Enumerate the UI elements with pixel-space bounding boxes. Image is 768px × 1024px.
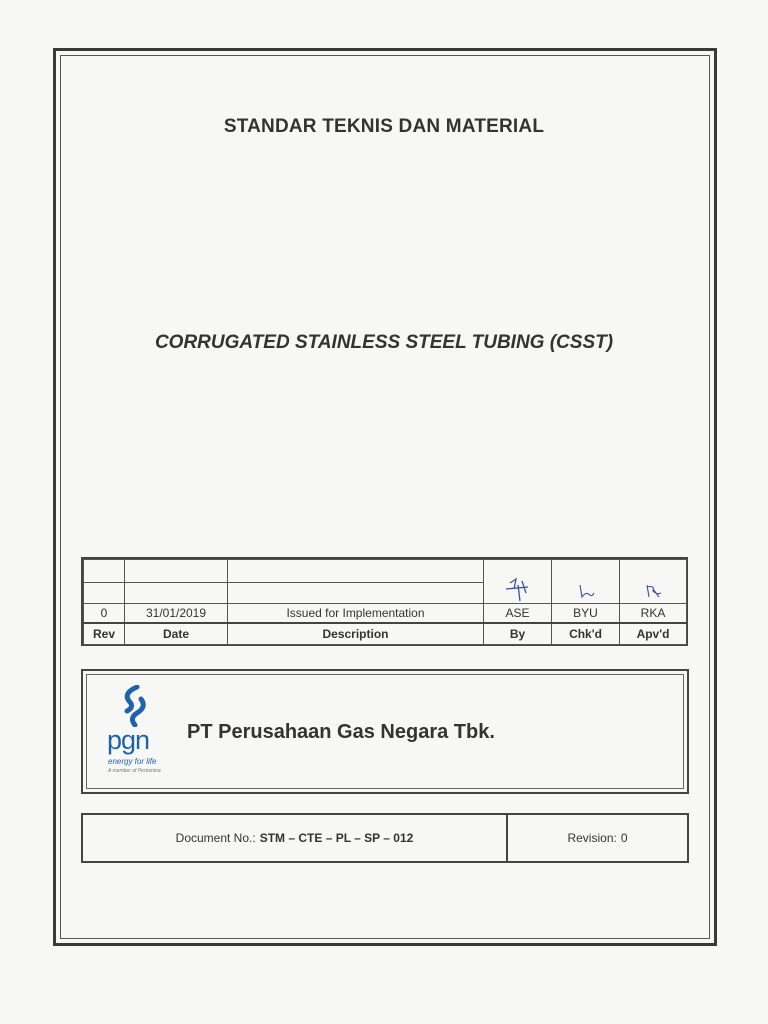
cell-by: ASE	[484, 604, 552, 624]
document-number-box	[81, 813, 689, 863]
page-border	[53, 48, 717, 946]
company-box	[81, 669, 689, 794]
header-apvd: Apv'd	[620, 623, 687, 645]
page-border-inner	[60, 55, 710, 939]
cell-description: Issued for Implementation	[228, 604, 484, 624]
document-title: STANDAR TEKNIS DAN MATERIAL	[223, 116, 545, 137]
logo-tagline: energy for life	[108, 757, 157, 766]
revision-info	[508, 815, 687, 861]
cell-rev: 0	[84, 604, 125, 624]
logo-member-note: A member of Pertamina	[108, 768, 161, 774]
document-number-value: STM – CTE – PL – SP – 012	[259, 831, 414, 845]
company-name: PT Perusahaan Gas Negara Tbk.	[187, 721, 495, 743]
revision-label: Revision:	[567, 831, 617, 845]
pgn-logo	[107, 685, 177, 780]
revision-value: 0	[620, 831, 628, 845]
header-rev: Rev	[84, 623, 125, 645]
document-number-label: Document No.:	[175, 831, 256, 845]
signature-by	[484, 560, 552, 604]
logo-wordmark: pgn	[107, 725, 150, 755]
cell-date: 31/01/2019	[125, 604, 228, 624]
header-description: Description	[228, 623, 484, 645]
header-by: By	[484, 623, 552, 645]
table-row	[84, 604, 687, 624]
table-row-empty	[84, 560, 687, 583]
revision-table	[81, 557, 688, 646]
document-subtitle: CORRUGATED STAINLESS STEEL TUBING (CSST)	[154, 332, 614, 353]
signature-chkd	[552, 560, 620, 604]
pgn-flame-icon	[117, 685, 151, 727]
document-number	[83, 815, 508, 861]
cell-apvd: RKA	[620, 604, 687, 624]
header-chkd: Chk'd	[552, 623, 620, 645]
cell-chkd: BYU	[552, 604, 620, 624]
header-date: Date	[125, 623, 228, 645]
signature-apvd	[620, 560, 687, 604]
table-header-row	[84, 623, 687, 645]
